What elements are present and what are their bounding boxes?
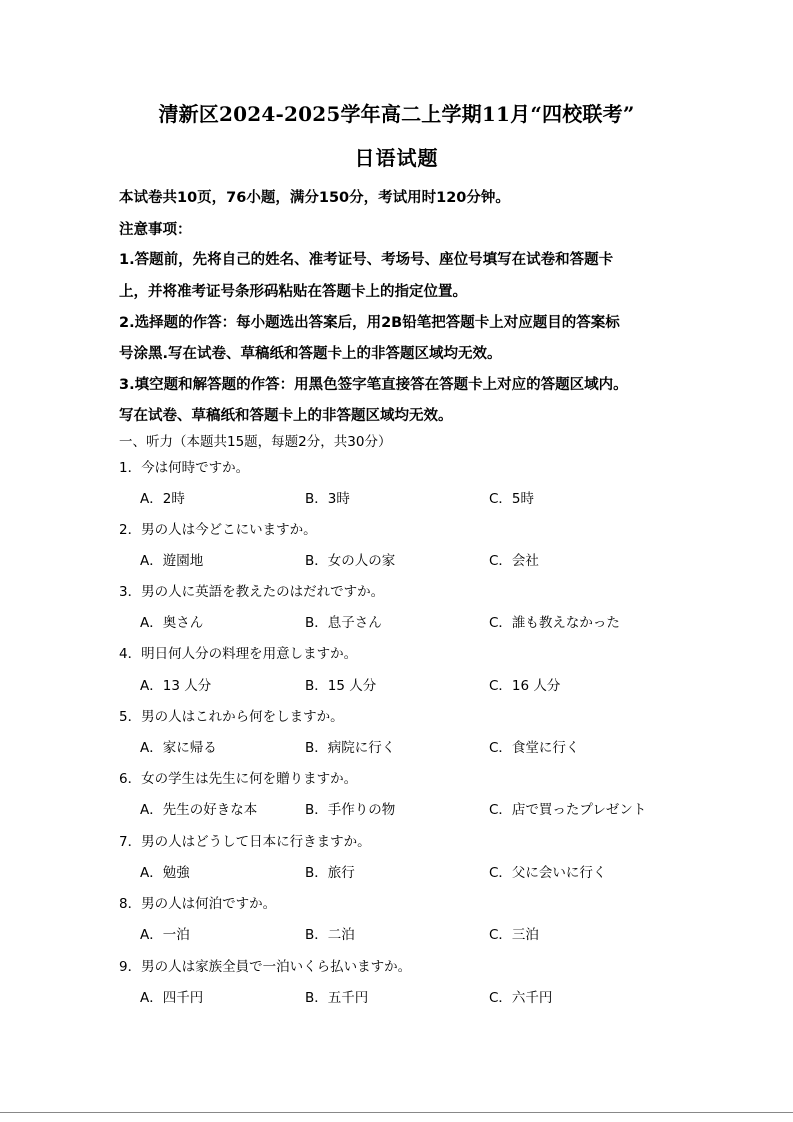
question-stem: 6．女の学生は先生に何を贈りますか。 <box>119 771 358 787</box>
question-stem: 8．男の人は何泊ですか。 <box>119 896 277 912</box>
question-stem: 9．男の人は家族全員で一泊いくら払いますか。 <box>119 959 412 975</box>
exam-summary: 本试卷共10页，76小题，满分150分，考试用时120分钟。 <box>119 190 510 206</box>
question-stem: 3．男の人に英語を教えたのはだれですか。 <box>119 584 385 600</box>
option-c: C．16 人分 <box>489 678 561 694</box>
question-stem: 7．男の人はどうして日本に行きますか。 <box>119 834 371 850</box>
exam-title: 清新区2024-2025学年高二上学期11月“四校联考” <box>158 102 635 126</box>
option-c: C．父に会いに行く <box>489 865 607 881</box>
option-a: A．家に帰る <box>140 740 217 756</box>
exam-subtitle: 日语试题 <box>354 146 439 170</box>
option-b: B．二泊 <box>305 927 355 943</box>
option-b: B．旅行 <box>305 865 355 881</box>
option-c: C．三泊 <box>489 927 539 943</box>
notice-1-line-1: 1.答题前，先将自己的姓名、准考证号、考场号、座位号填写在试卷和答题卡 <box>119 252 614 268</box>
option-c: C．六千円 <box>489 990 553 1006</box>
notice-3-line-2: 写在试卷、草稿纸和答题卡上的非答题区域均无效。 <box>119 408 453 424</box>
notice-3-line-1: 3.填空题和解答题的作答：用黑色签字笔直接答在答题卡上对应的答题区域内。 <box>119 377 628 393</box>
option-b: B．15 人分 <box>305 678 377 694</box>
option-a: A．遊園地 <box>140 553 204 569</box>
option-b: B．病院に行く <box>305 740 396 756</box>
option-a: A．先生の好きな本 <box>140 802 258 818</box>
notice-heading: 注意事项： <box>119 222 192 238</box>
option-a: A．2時 <box>140 491 185 507</box>
notice-1-line-2: 上，并将准考证号条形码粘贴在答题卡上的指定位置。 <box>119 284 467 300</box>
option-a: A．勉強 <box>140 865 190 881</box>
section-heading: 一、听力（本题共15题，每题2分，共30分） <box>119 434 392 450</box>
option-b: B．手作りの物 <box>305 802 396 818</box>
option-a: A．13 人分 <box>140 678 212 694</box>
option-b: B．五千円 <box>305 990 369 1006</box>
option-c: C．会社 <box>489 553 539 569</box>
option-b: B．息子さん <box>305 615 382 631</box>
question-stem: 1．今は何時ですか。 <box>119 460 250 476</box>
question-stem: 4．明日何人分の料理を用意しますか。 <box>119 646 358 662</box>
option-a: A．一泊 <box>140 927 190 943</box>
option-b: B．女の人の家 <box>305 553 396 569</box>
option-c: C．誰も教えなかった <box>489 615 620 631</box>
option-c: C．店で買ったプレゼント <box>489 802 647 818</box>
option-a: A．奥さん <box>140 615 204 631</box>
notice-2-line-1: 2.选择题的作答：每小题选出答案后，用2B铅笔把答题卡上对应题目的答案标 <box>119 315 620 331</box>
option-c: C．5時 <box>489 491 535 507</box>
option-a: A．四千円 <box>140 990 204 1006</box>
notice-2-line-2: 号涂黑.写在试卷、草稿纸和答题卡上的非答题区域均无效。 <box>119 346 502 362</box>
option-c: C．食堂に行く <box>489 740 580 756</box>
option-b: B．3時 <box>305 491 350 507</box>
question-stem: 2．男の人は今どこにいますか。 <box>119 522 317 538</box>
question-stem: 5．男の人はこれから何をしますか。 <box>119 709 344 725</box>
page-bottom-divider <box>0 1112 793 1113</box>
